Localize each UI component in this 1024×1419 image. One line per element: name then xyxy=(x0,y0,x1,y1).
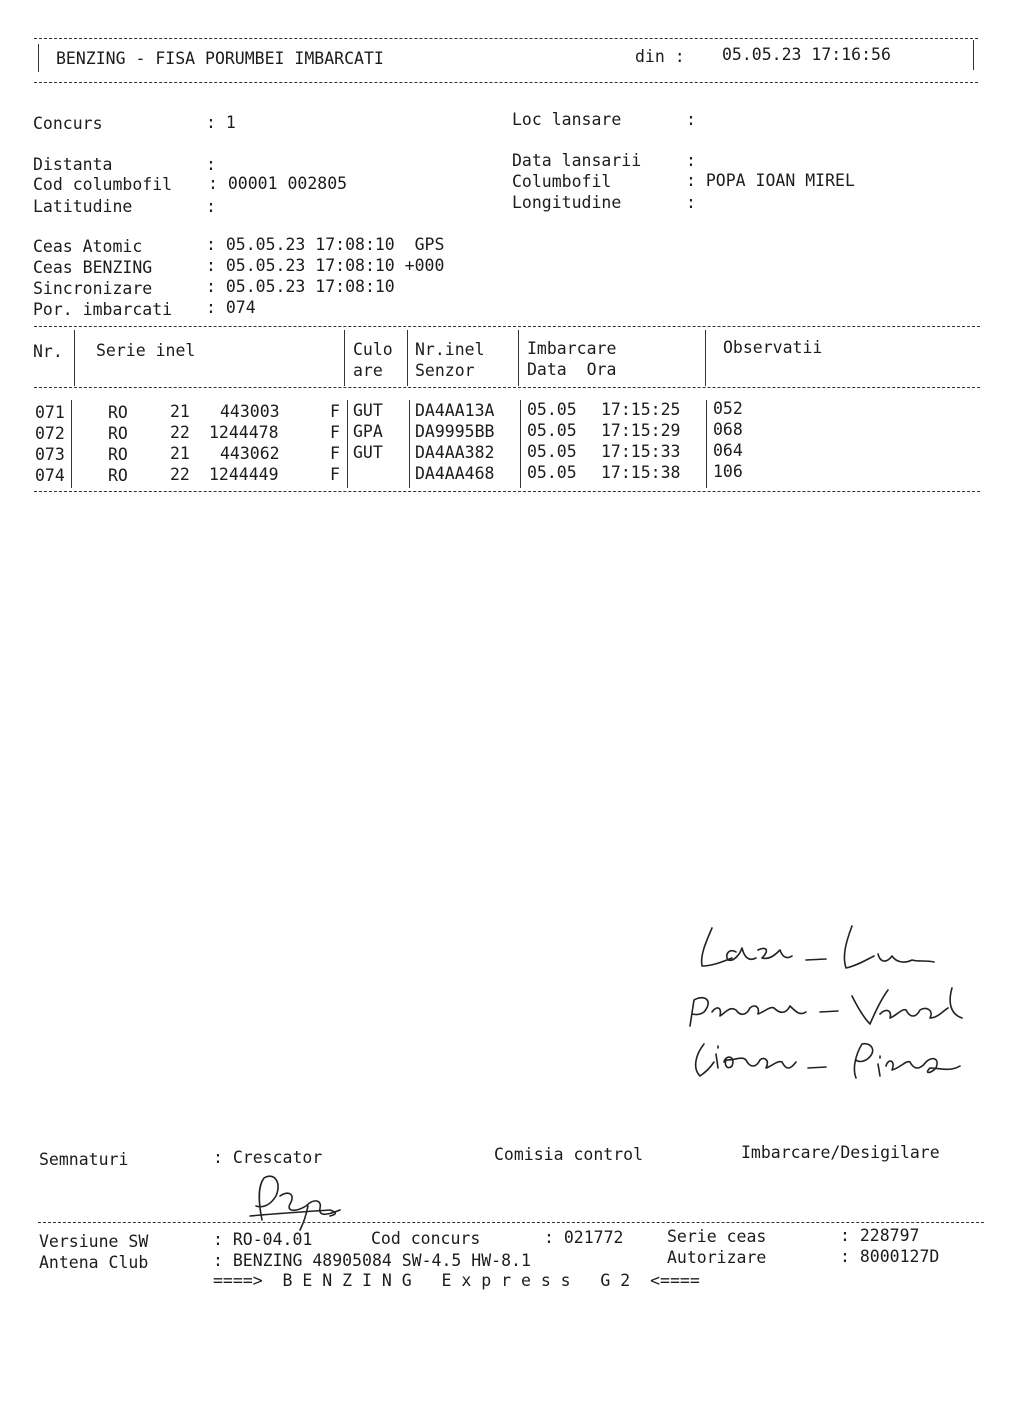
autorizare-value: : 8000127D xyxy=(840,1247,940,1266)
cell-nr: 071 xyxy=(35,403,65,422)
col-header-culo: Culo xyxy=(353,340,393,359)
sincronizare-label: Sincronizare xyxy=(33,279,153,298)
loc-lansare-value: : xyxy=(686,110,696,129)
sincronizare-value: : 05.05.23 17:08:10 xyxy=(206,277,395,296)
longitudine-value: : xyxy=(686,193,696,212)
loc-lansare-label: Loc lansare xyxy=(512,110,622,129)
benzing-express-banner: ====> B E N Z I N G E x p r e s s G 2 <==== xyxy=(213,1271,700,1290)
cell-ring: 1244449 xyxy=(209,465,279,484)
cell-year: 21 xyxy=(170,402,190,421)
cell-nr: 073 xyxy=(35,445,65,464)
latitudine-label: Latitudine xyxy=(33,197,133,216)
cell-obs: 068 xyxy=(713,420,743,439)
data-lansarii-value: : xyxy=(686,151,696,170)
cell-sex: F xyxy=(330,402,340,421)
distanta-label: Distanta xyxy=(33,155,113,174)
cell-year: 21 xyxy=(170,444,190,463)
col-header-serie-inel: Serie inel xyxy=(96,341,196,360)
col-header-senzor: Senzor xyxy=(415,361,475,380)
distanta-value: : xyxy=(206,155,216,174)
cell-nr: 072 xyxy=(35,424,65,443)
serie-ceas-value: : 228797 xyxy=(840,1226,920,1245)
col-header-data-ora: Data Ora xyxy=(527,360,617,379)
cell-date: 05.05 xyxy=(527,463,577,482)
longitudine-label: Longitudine xyxy=(512,193,622,212)
serie-ceas-label: Serie ceas xyxy=(667,1227,767,1246)
footer-rule xyxy=(38,1222,984,1223)
col-header-nr-inel: Nr.inel xyxy=(415,340,485,359)
cell-ring: 1244478 xyxy=(209,423,279,442)
latitudine-value: : xyxy=(206,197,216,216)
cell-sensor: DA9995BB xyxy=(415,422,495,441)
ceas-atomic-label: Ceas Atomic xyxy=(33,237,143,256)
cell-sex: F xyxy=(330,423,340,442)
versiune-sw-label: Versiune SW xyxy=(39,1232,149,1251)
semnaturi-label: Semnaturi xyxy=(39,1150,129,1169)
report-title: BENZING - FISA PORUMBEI IMBARCATI xyxy=(56,49,384,68)
cell-color: GUT xyxy=(353,401,383,420)
antena-club-label: Antena Club xyxy=(39,1253,149,1272)
versiune-sw-value: : RO-04.01 xyxy=(213,1230,313,1249)
cell-sex: F xyxy=(330,465,340,484)
cell-year: 22 xyxy=(170,423,190,442)
cell-obs: 052 xyxy=(713,399,743,418)
autorizare-label: Autorizare xyxy=(667,1248,767,1267)
por-imbarcati-label: Por. imbarcati xyxy=(33,300,173,319)
data-lansarii-label: Data lansarii xyxy=(512,151,642,170)
concurs-value: : 1 xyxy=(206,113,236,132)
cod-columbofil-label: Cod columbofil xyxy=(33,175,173,194)
crescator-label: : Crescator xyxy=(213,1148,323,1167)
cell-date: 05.05 xyxy=(527,421,577,440)
cell-country: RO xyxy=(108,424,128,443)
cell-country: RO xyxy=(108,466,128,485)
cell-ring: 443003 xyxy=(220,402,280,421)
columbofil-value: : POPA IOAN MIREL xyxy=(686,171,855,190)
ceas-atomic-value: : 05.05.23 17:08:10 GPS xyxy=(206,235,445,254)
comisia-control-label: Comisia control xyxy=(494,1145,644,1164)
cell-time: 17:15:38 xyxy=(601,463,681,482)
cell-time: 17:15:29 xyxy=(601,421,681,440)
cod-columbofil-value: : 00001 002805 xyxy=(208,174,348,193)
cell-country: RO xyxy=(108,445,128,464)
cell-obs: 064 xyxy=(713,441,743,460)
cell-country: RO xyxy=(108,403,128,422)
cell-time: 17:15:33 xyxy=(601,442,681,461)
cell-sensor: DA4AA468 xyxy=(415,464,495,483)
cell-time: 17:15:25 xyxy=(601,400,681,419)
cell-color: GPA xyxy=(353,422,383,441)
ceas-benzing-label: Ceas BENZING xyxy=(33,258,153,277)
report-date-label: din : xyxy=(635,47,685,66)
cod-concurs-label: Cod concurs xyxy=(371,1229,481,1248)
por-imbarcati-value: : 074 xyxy=(206,298,256,317)
col-header-observatii: Observatii xyxy=(723,338,823,357)
cell-sensor: DA4AA382 xyxy=(415,443,495,462)
cell-color: GUT xyxy=(353,443,383,462)
concurs-label: Concurs xyxy=(33,114,103,133)
columbofil-label: Columbofil xyxy=(512,172,612,191)
antena-club-value: : BENZING 48905084 SW-4.5 HW-8.1 xyxy=(213,1251,531,1270)
col-header-imbarcare: Imbarcare xyxy=(527,339,617,358)
cell-date: 05.05 xyxy=(527,400,577,419)
imbarcare-desigilare-label: Imbarcare/Desigilare xyxy=(741,1143,940,1162)
report-date-value: 05.05.23 17:16:56 xyxy=(722,45,891,64)
cell-sensor: DA4AA13A xyxy=(415,401,495,420)
cell-obs: 106 xyxy=(713,462,743,481)
cod-concurs-value: : 021772 xyxy=(544,1228,624,1247)
cell-ring: 443062 xyxy=(220,444,280,463)
col-header-nr: Nr. xyxy=(33,342,63,361)
cell-nr: 074 xyxy=(35,466,65,485)
ceas-benzing-value: : 05.05.23 17:08:10 +000 xyxy=(206,256,445,275)
cell-year: 22 xyxy=(170,465,190,484)
col-header-are: are xyxy=(353,361,383,380)
cell-sex: F xyxy=(330,444,340,463)
cell-date: 05.05 xyxy=(527,442,577,461)
